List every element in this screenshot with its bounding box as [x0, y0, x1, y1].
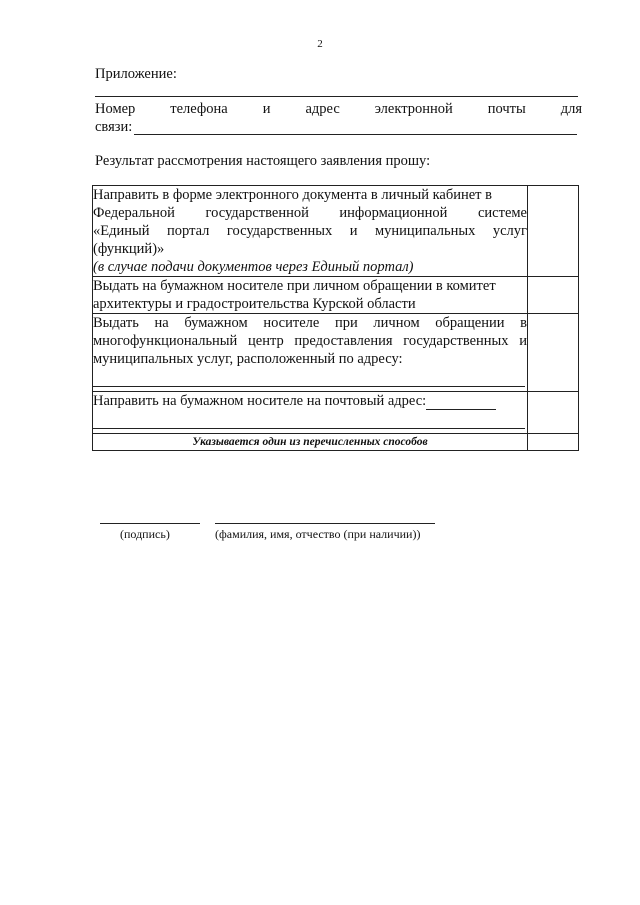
signature-label: (подпись) [120, 527, 170, 541]
option-line: Федеральной государственной информационной системе [93, 205, 527, 221]
mail-label: Направить на бумажном носителе на почтовый адрес: [93, 393, 427, 409]
option-line: муниципальных услуг, расположенный по адресу: [93, 351, 403, 367]
contact-label-line1 [95, 101, 582, 118]
contact-word: почты [487, 101, 526, 117]
mfc-address-field[interactable] [93, 368, 525, 387]
option-line: многофункциональный центр предоставления государственных и [93, 333, 527, 349]
contact-word: электронной [374, 101, 453, 117]
option-text [93, 277, 528, 314]
contact-word: Номер [95, 101, 136, 117]
footer-empty-cell [528, 434, 579, 451]
page-number: 2 [317, 38, 323, 50]
contact-word: и [262, 101, 271, 117]
option-text [93, 314, 528, 392]
option-line: «Единый портал государственных и муниципальных услуг [93, 223, 527, 239]
option-line: архитектуры и градостроительства Курской области [93, 296, 416, 312]
option-text [93, 186, 528, 277]
option-line: (функций)» [93, 241, 165, 257]
option-line [93, 392, 527, 410]
attachment-field[interactable] [95, 96, 578, 97]
option-line: Выдать на бумажном носителе при личном обращении в [93, 315, 527, 331]
option-row-committee [93, 277, 579, 314]
contact-word: для [560, 101, 582, 117]
option-checkbox-committee[interactable] [528, 277, 579, 314]
delivery-options-table [92, 185, 579, 451]
result-prompt: Результат рассмотрения настоящего заявления прошу: [95, 153, 431, 169]
contact-word: адрес [305, 101, 340, 117]
option-row-mail [93, 392, 579, 434]
table-footer-row [93, 434, 579, 451]
option-row-mfc [93, 314, 579, 392]
option-checkbox-portal[interactable] [528, 186, 579, 277]
contact-field[interactable] [134, 134, 577, 135]
full-name-field[interactable] [215, 523, 435, 524]
option-checkbox-mfc[interactable] [528, 314, 579, 392]
option-line: Выдать на бумажном носителе при личном обращении в комитет [93, 278, 496, 294]
full-name-label: (фамилия, имя, отчество (при наличии)) [215, 527, 421, 541]
footer-note: Указывается один из перечисленных способов [93, 434, 528, 451]
mail-address-field[interactable] [93, 410, 525, 429]
option-row-portal [93, 186, 579, 277]
attachment-label: Приложение: [95, 66, 177, 82]
contact-word: телефона [170, 101, 228, 117]
option-note: (в случае подачи документов через Единый портал) [93, 259, 414, 275]
mail-address-field-inline[interactable] [426, 395, 496, 410]
contact-label-line2: связи: [95, 119, 133, 135]
option-checkbox-mail[interactable] [528, 392, 579, 434]
signature-field[interactable] [100, 523, 200, 524]
option-line: Направить в форме электронного документа в личный кабинет в [93, 187, 492, 203]
option-text [93, 392, 528, 434]
